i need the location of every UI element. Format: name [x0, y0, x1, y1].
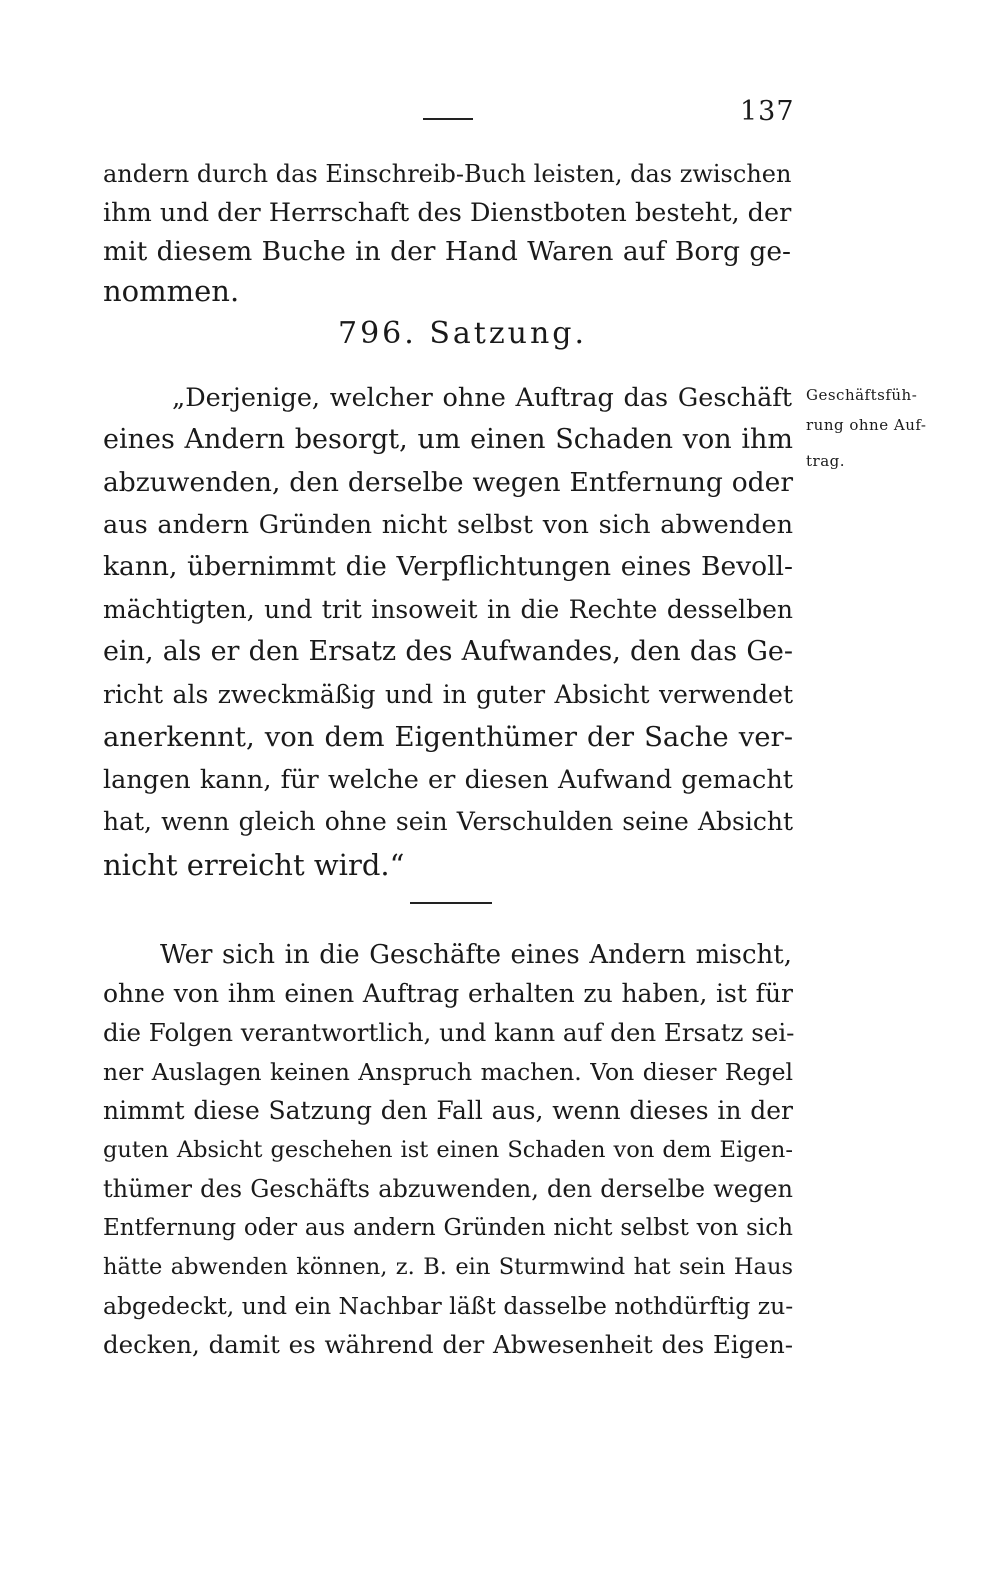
statute-line: „Derjenige, welcher ohne Auftrag das Geschäft — [172, 383, 792, 413]
statute-line: hat, wenn gleich ohne sein Verschulden seine Absicht — [103, 807, 793, 836]
margin-note-line: trag. — [806, 452, 846, 470]
statute-line: nicht erreicht wird.“ — [103, 848, 405, 882]
commentary-line: die Folgen verantwortlich, und kann auf den Ersatz sei- — [103, 1018, 795, 1047]
commentary-line: hätte abwenden können, z. B. ein Sturmwind hat sein Haus — [103, 1254, 793, 1280]
statute-line: abzuwenden, den derselbe wegen Entfernung oder — [103, 467, 793, 498]
statute-line: ein, als er den Ersatz des Aufwandes, den das Ge- — [103, 636, 793, 667]
statute-line: mächtigten, und trit insoweit in die Rechte desselben — [103, 595, 793, 624]
statute-line: eines Andern besorgt, um einen Schaden von ihm — [103, 424, 793, 455]
section-heading: 796. Satzung. — [338, 316, 588, 351]
margin-note-line: Geschäftsfüh- — [806, 386, 918, 404]
commentary-line: ohne von ihm einen Auftrag erhalten zu haben, ist für — [103, 979, 793, 1008]
statute-line: kann, übernimmt die Verpflichtungen eines Bevoll- — [103, 551, 793, 582]
commentary-line: guten Absicht geschehen ist einen Schaden von dem Eigen- — [103, 1137, 793, 1163]
section-divider — [410, 902, 492, 904]
carryover-line: mit diesem Buche in der Hand Waren auf Borg ge- — [103, 236, 791, 267]
margin-note-line: rung ohne Auf- — [806, 416, 927, 434]
statute-line: richt als zweckmäßig und in guter Absicht verwendet — [103, 680, 793, 709]
statute-line: anerkennt, von dem Eigenthümer der Sache ver- — [103, 721, 793, 753]
commentary-line: decken, damit es während der Abwesenheit des Eigen- — [103, 1330, 793, 1359]
statute-line: langen kann, für welche er diesen Aufwand gemacht — [103, 765, 793, 795]
page-number: 137 — [740, 96, 795, 127]
carryover-line: andern durch das Einschreib-Buch leisten, das zwischen — [103, 160, 792, 188]
commentary-line: thümer des Geschäfts abzuwenden, den derselbe wegen — [103, 1175, 793, 1203]
carryover-line: nommen. — [103, 274, 240, 308]
commentary-line: abgedeckt, und ein Nachbar läßt dasselbe nothdürftig zu- — [103, 1292, 794, 1320]
commentary-line: ner Auslagen keinen Anspruch machen. Von dieser Regel — [103, 1058, 793, 1086]
header-rule — [423, 118, 473, 120]
carryover-line: ihm und der Herrschaft des Dienstboten besteht, der — [103, 198, 792, 228]
commentary-line: nimmt diese Satzung den Fall aus, wenn dieses in der — [103, 1096, 793, 1125]
statute-line: aus andern Gründen nicht selbst von sich abwenden — [103, 510, 793, 540]
commentary-line: Wer sich in die Geschäfte eines Andern mischt, — [160, 940, 792, 970]
commentary-line: Entfernung oder aus andern Gründen nicht selbst von sich — [103, 1215, 793, 1241]
